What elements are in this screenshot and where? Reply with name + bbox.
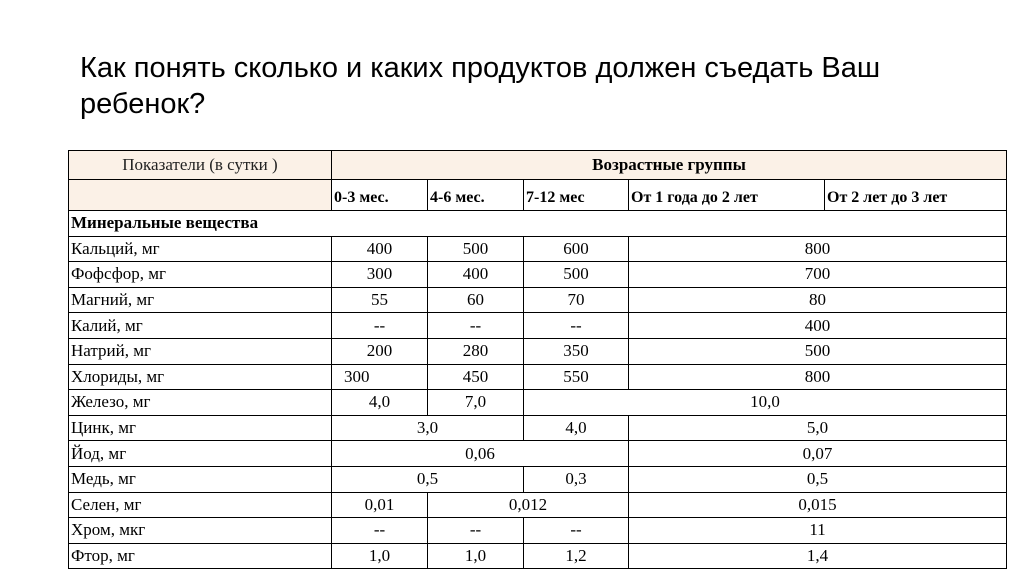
cell-value: 0,012: [428, 492, 629, 518]
cell-value: 600: [524, 236, 629, 262]
row-label: Хром, мкг: [69, 518, 332, 544]
section-title: Минеральные вещества: [69, 211, 1007, 237]
cell-value: 0,5: [629, 466, 1007, 492]
cell-value: 10,0: [524, 390, 1007, 416]
table-header-row: [69, 151, 1007, 180]
cell-value: 800: [629, 236, 1007, 262]
table-row: [69, 466, 1007, 492]
age-group-1-2y: От 1 года до 2 лет: [629, 180, 825, 211]
age-group-0-3: 0-3 мес.: [332, 180, 428, 211]
cell-value: 400: [428, 262, 524, 288]
cell-value: 4,0: [332, 390, 428, 416]
row-label: Селен, мг: [69, 492, 332, 518]
cell-value: 350: [524, 338, 629, 364]
age-group-header: Возрастные группы: [332, 151, 1007, 180]
table-row: [69, 415, 1007, 441]
table-row: [69, 441, 1007, 467]
table-row: [69, 262, 1007, 288]
row-label: Цинк, мг: [69, 415, 332, 441]
cell-value: 1,0: [332, 543, 428, 569]
cell-value: 0,5: [332, 466, 524, 492]
row-label: Магний, мг: [69, 287, 332, 313]
table-row: [69, 364, 1007, 390]
row-label: Железо, мг: [69, 390, 332, 416]
row-label: Натрий, мг: [69, 338, 332, 364]
slide-title: Как понять сколько и каких продуктов должен съедать Ваш ребенок?: [80, 52, 881, 120]
row-label: Йод, мг: [69, 441, 332, 467]
cell-value: 0,3: [524, 466, 629, 492]
cell-value: 200: [332, 338, 428, 364]
cell-value: --: [428, 313, 524, 339]
cell-value: 55: [332, 287, 428, 313]
age-group-7-12: 7-12 мес: [524, 180, 629, 211]
age-group-4-6: 4-6 мес.: [428, 180, 524, 211]
cell-value: 550: [524, 364, 629, 390]
blank-header-cell: [69, 180, 332, 211]
cell-value: 0,015: [629, 492, 1007, 518]
table-row: [69, 236, 1007, 262]
cell-value: 400: [332, 236, 428, 262]
section-row: [69, 211, 1007, 237]
row-label: Медь, мг: [69, 466, 332, 492]
row-label: Калий, мг: [69, 313, 332, 339]
cell-value: 400: [629, 313, 1007, 339]
cell-value: 0,07: [629, 441, 1007, 467]
cell-value: 0,06: [332, 441, 629, 467]
table-row: [69, 338, 1007, 364]
cell-value: 1,0: [428, 543, 524, 569]
cell-value: --: [332, 313, 428, 339]
cell-value: 500: [629, 338, 1007, 364]
table-row: [69, 313, 1007, 339]
cell-value: 80: [629, 287, 1007, 313]
param-header: Показатели (в сутки ): [69, 151, 332, 180]
cell-value: 11: [629, 518, 1007, 544]
cell-value: 60: [428, 287, 524, 313]
cell-value: 1,2: [524, 543, 629, 569]
cell-value: 800: [629, 364, 1007, 390]
table-row: [69, 390, 1007, 416]
cell-value: 300: [332, 364, 428, 390]
row-label: Кальций, мг: [69, 236, 332, 262]
cell-value: 3,0: [332, 415, 524, 441]
cell-value: 500: [524, 262, 629, 288]
table-row: [69, 287, 1007, 313]
cell-value: 70: [524, 287, 629, 313]
cell-value: --: [524, 518, 629, 544]
table-row: [69, 543, 1007, 569]
cell-value: 5,0: [629, 415, 1007, 441]
cell-value: --: [332, 518, 428, 544]
cell-value: 280: [428, 338, 524, 364]
cell-value: --: [524, 313, 629, 339]
row-label: Фофсфор, мг: [69, 262, 332, 288]
cell-value: 450: [428, 364, 524, 390]
row-label: Хлориды, мг: [69, 364, 332, 390]
cell-value: 4,0: [524, 415, 629, 441]
table-row: [69, 518, 1007, 544]
age-group-2-3y: От 2 лет до 3 лет: [825, 180, 1007, 211]
cell-value: 7,0: [428, 390, 524, 416]
row-label: Фтор, мг: [69, 543, 332, 569]
cell-value: --: [428, 518, 524, 544]
age-groups-row: [69, 180, 1007, 211]
cell-value: 300: [332, 262, 428, 288]
cell-value: 500: [428, 236, 524, 262]
table-row: [69, 492, 1007, 518]
nutrition-table: [68, 150, 1007, 569]
cell-value: 0,01: [332, 492, 428, 518]
cell-value: 700: [629, 262, 1007, 288]
nutrition-table-container: [68, 150, 1007, 569]
cell-value: 1,4: [629, 543, 1007, 569]
